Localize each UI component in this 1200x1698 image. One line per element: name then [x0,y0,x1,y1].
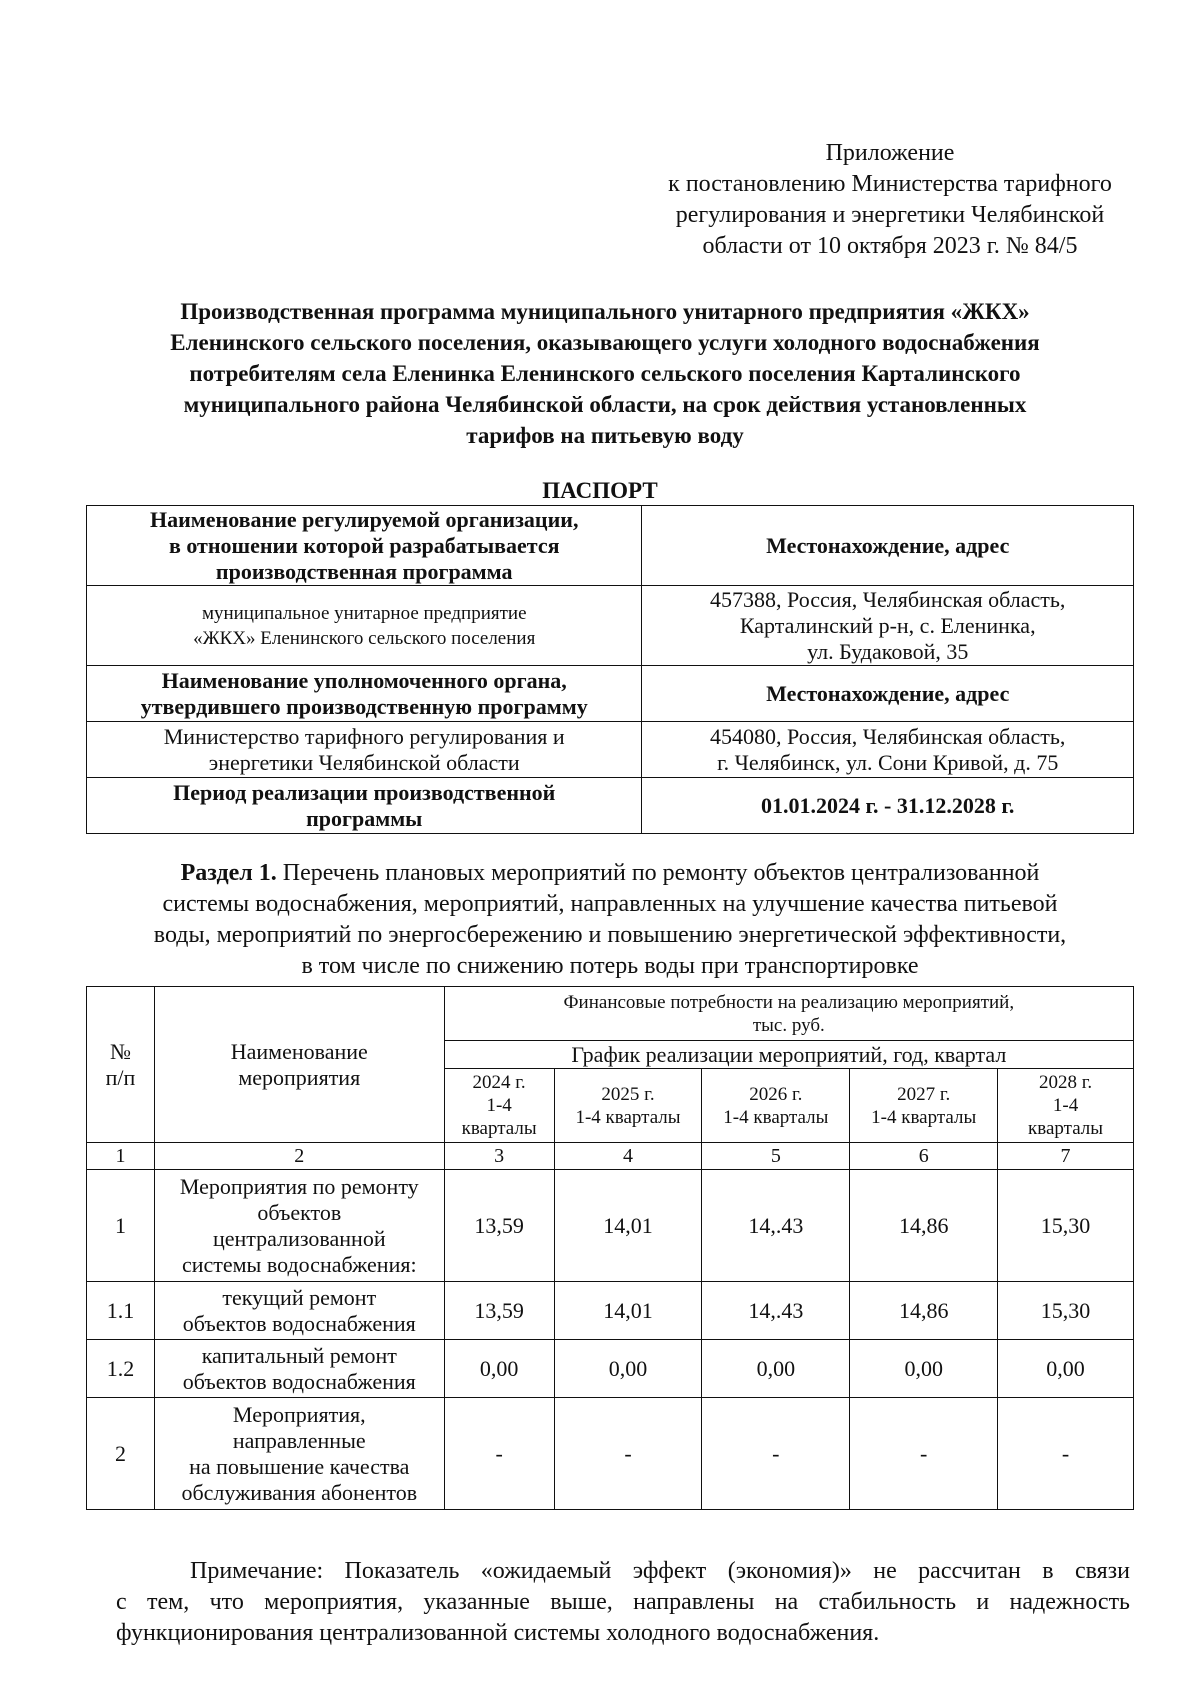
passport-cell-organization-address [642,586,1134,666]
passport-cell-organization-name [87,586,642,666]
row-value: 14,86 [850,1170,998,1282]
cell-line: системы водоснабжения: [181,1251,417,1277]
cell-line: 2024 г. [472,1072,526,1093]
header-name [154,987,444,1143]
measures-header-row [87,987,1134,1041]
passport-row [87,586,1134,666]
document-title [90,296,1120,451]
passport-row [87,778,1134,834]
row-name [154,1282,444,1340]
table-row [87,1398,1134,1510]
cell-line: Период реализации производственной [173,779,556,805]
header-finance [444,987,1133,1041]
title-line: Еленинского сельского поселения, оказывающего услуги холодного водоснабжения [170,330,1040,355]
title-line: потребителям села Еленинка Еленинского сельского поселения Карталинского [189,361,1021,386]
passport-cell-period-label [87,778,642,834]
cell-line: 2028 г. [1038,1072,1093,1093]
header-year-2024 [444,1069,554,1143]
cell-line: производственная программа [215,558,513,584]
passport-row [87,666,1134,722]
cell-line: Финансовые потребности на реализацию мероприятий, [563,991,1015,1013]
appendix-line: регулирования и энергетики Челябинской [675,202,1105,228]
cell-line: Министерство тарифного регулирования и [163,723,565,749]
cell-line: 1-4 [486,1095,512,1116]
cell-line: Местонахождение, адрес [766,532,1010,558]
header-year-2028 [998,1069,1134,1143]
row-value: - [554,1398,702,1510]
section-line: в том числе по снижению потерь воды при транспортировке [301,953,919,979]
appendix-line: области от 10 октября 2023 г. № 84/5 [702,233,1078,259]
passport-cell-authority-label [87,666,642,722]
row-value: 0,00 [554,1340,702,1398]
column-number: 5 [702,1143,850,1170]
cell-line: тыс. руб. [752,1014,825,1036]
header-year-2026 [702,1069,850,1143]
cell-line: Наименование регулируемой организации, [149,506,579,532]
cell-line: ул. Будаковой, 35 [807,638,969,664]
note-line: с тем, что мероприятия, указанные выше, направлены на стабильность и надежность [116,1589,1130,1615]
cell-line: направленные [232,1427,366,1453]
row-value: 0,00 [444,1340,554,1398]
cell-line: энергетики Челябинской области [208,749,520,775]
cell-line: 1-4 кварталы [575,1106,681,1128]
row-value: 14,.43 [702,1170,850,1282]
section-1-heading [90,858,1130,982]
row-value: 14,01 [554,1170,702,1282]
appendix-block [620,138,1160,262]
title-line: Производственная программа муниципального унитарного предприятия «ЖКХ» [180,299,1030,324]
cell-line: кварталы [1028,1118,1104,1139]
cell-line: на повышение качества [189,1453,410,1479]
cell-line: Наименование [230,1038,368,1064]
section-label: Раздел 1. [180,860,277,886]
cell-line: Мероприятия по ремонту [179,1173,419,1199]
passport-table [86,505,1134,834]
column-numbers-row [87,1143,1134,1170]
row-num: 1.2 [87,1340,155,1398]
table-row [87,1282,1134,1340]
column-number: 3 [444,1143,554,1170]
header-schedule: График реализации мероприятий, год, квартал [444,1041,1133,1069]
appendix-line: к постановлению Министерства тарифного [668,171,1112,197]
column-number: 6 [850,1143,998,1170]
row-value: - [444,1398,554,1510]
cell-line: 1-4 кварталы [871,1106,977,1128]
row-value: 15,30 [998,1170,1134,1282]
row-value: 0,00 [702,1340,850,1398]
row-value: 13,59 [444,1282,554,1340]
cell-line: текущий ремонт [222,1284,377,1310]
row-value: 14,01 [554,1282,702,1340]
cell-line: объектов водоснабжения [182,1310,416,1336]
row-value: 14,.43 [702,1282,850,1340]
row-name [154,1170,444,1282]
cell-line: Карталинский р-н, с. Еленинка, [739,612,1036,638]
row-value: 14,86 [850,1282,998,1340]
cell-line: п/п [105,1064,136,1090]
passport-cell-address-label [642,506,1134,586]
section-line: воды, мероприятий по энергосбережению и повышению энергетической эффективности, [153,922,1067,948]
row-value: - [702,1398,850,1510]
cell-line: кварталы [461,1118,537,1139]
note-paragraph [116,1556,1130,1649]
passport-heading: ПАСПОРТ [542,478,658,503]
row-value: 15,30 [998,1282,1134,1340]
passport-cell-authority-name [87,722,642,778]
row-name [154,1398,444,1510]
cell-line: капитальный ремонт [201,1342,397,1368]
row-value: 0,00 [998,1340,1134,1398]
cell-line: централизованной [212,1225,386,1251]
column-number: 4 [554,1143,702,1170]
cell-line: 2026 г. [749,1083,803,1105]
column-number: 2 [154,1143,444,1170]
table-row [87,1170,1134,1282]
header-num [87,987,155,1143]
cell-line: в отношении которой разрабатывается [168,532,560,558]
section-line: системы водоснабжения, мероприятий, направленных на улучшение качества питьевой [162,891,1058,917]
cell-line: утвердившего производственную программу [140,693,588,719]
cell-line: 1-4 [1052,1095,1079,1116]
section-text: Перечень плановых мероприятий по ремонту объектов централизованной [276,860,1040,886]
row-num: 1 [87,1170,155,1282]
table-row [87,1340,1134,1398]
title-line: тарифов на питьевую воду [466,423,744,448]
cell-line: объектов [257,1199,342,1225]
cell-line: обслуживания абонентов [181,1479,418,1505]
row-value: - [850,1398,998,1510]
title-line: муниципального района Челябинской области, на срок действия установленных [183,392,1027,417]
cell-line: 1-4 кварталы [723,1106,829,1128]
cell-line: Мероприятия, [232,1401,366,1427]
passport-cell-authority-address-label [642,666,1134,722]
cell-line: 454080, Россия, Челябинская область, [710,723,1066,749]
cell-line: г. Челябинск, ул. Сони Кривой, д. 75 [717,749,1059,775]
passport-cell-period-value [642,778,1134,834]
cell-line: Наименование уполномоченного органа, [161,667,567,693]
row-num: 2 [87,1398,155,1510]
measures-table [86,986,1134,1510]
column-number: 7 [998,1143,1134,1170]
cell-line: № [109,1038,131,1064]
row-value: 0,00 [850,1340,998,1398]
cell-line: «ЖКХ» Еленинского сельского поселения [193,627,536,649]
header-year-2025 [554,1069,702,1143]
passport-cell-organization-label [87,506,642,586]
row-value: 13,59 [444,1170,554,1282]
passport-row [87,506,1134,586]
note-line: Примечание: Показатель «ожидаемый эффект (экономия)» не рассчитан в связи [190,1558,1130,1584]
cell-line: 01.01.2024 г. - 31.12.2028 г. [761,792,1015,818]
appendix-line: Приложение [825,140,955,166]
row-value: - [998,1398,1134,1510]
cell-line: 457388, Россия, Челябинская область, [710,586,1066,612]
note-line: функционирования централизованной системы холодного водоснабжения. [116,1620,880,1646]
cell-line: 2027 г. [897,1083,951,1105]
cell-line: мероприятия [238,1064,361,1090]
cell-line: 2025 г. [601,1083,655,1105]
column-number: 1 [87,1143,155,1170]
row-name [154,1340,444,1398]
header-year-2027 [850,1069,998,1143]
cell-line: Местонахождение, адрес [766,680,1010,706]
cell-line: объектов водоснабжения [182,1368,416,1394]
cell-line: муниципальное унитарное предприятие [201,602,527,624]
row-num: 1.1 [87,1282,155,1340]
section-line [90,858,1130,889]
passport-cell-authority-address [642,722,1134,778]
passport-row [87,722,1134,778]
cell-line: программы [306,805,423,831]
